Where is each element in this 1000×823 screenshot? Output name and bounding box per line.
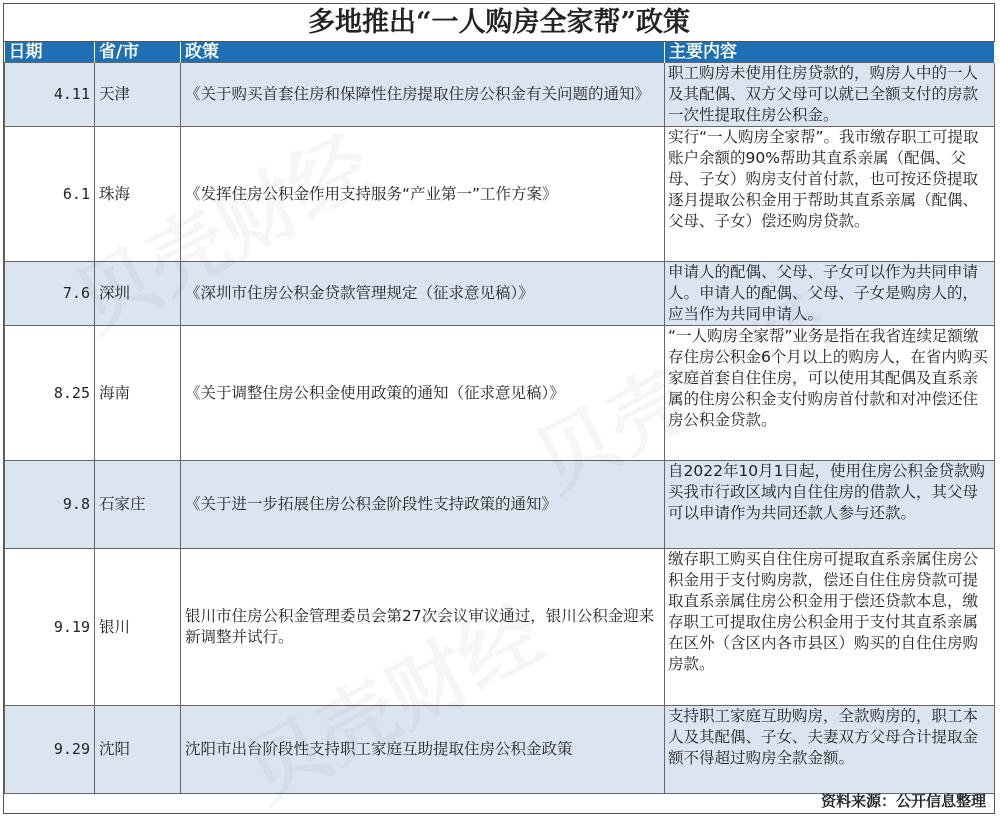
row-content: 实行“一人购房全家帮”。我市缴存职工可提取账户余额的90%帮助其直系亲属（配偶、父母、子女）购房支付首付款，也可按还贷提取逐月提取公积金用于帮助其直系亲属（配偶、父母、子女）偿还购房贷款。: [665, 127, 995, 262]
row-content: 支持职工家庭互助购房，全款购房的，职工本人及其配偶、子女、夫妻双方父母合计提取金额不得超过购房全款金额。: [665, 706, 995, 794]
row-policy: 《深圳市住房公积金贷款管理规定（征求意见稿）》: [181, 262, 665, 326]
source-note: 资料来源：公开信息整理: [820, 792, 986, 810]
table-header-row: [5, 42, 995, 63]
row-city: 石家庄: [95, 461, 181, 549]
header-policy: 政策: [181, 42, 665, 63]
table-row: [5, 262, 995, 326]
policy-table: [4, 42, 995, 794]
table-row: [5, 127, 995, 262]
table-row: [5, 461, 995, 549]
row-policy: 《发挥住房公积金作用支持服务“产业第一”工作方案》: [181, 127, 665, 262]
table-row: [5, 63, 995, 127]
row-content: 自2022年10月1日起，使用住房公积金贷款购买我市行政区域内自住住房的借款人，其父母可以申请作为共同还款人参与还款。: [665, 461, 995, 549]
row-policy: 《关于购买首套住房和保障性住房提取住房公积金有关问题的通知》: [181, 63, 665, 127]
row-content: 缴存职工购买自住住房可提取直系亲属住房公积金用于支付购房款，偿还自住住房贷款可提取直系亲属住房公积金用于偿还贷款本息，缴存职工可提取住房公积金用于支付其直系亲属在区外（含区内各市县区）购买的自住住房购房款。: [665, 549, 995, 706]
row-content: 申请人的配偶、父母、子女可以作为共同申请人。申请人的配偶、父母、子女是购房人的，应当作为共同申请人。: [665, 262, 995, 326]
row-city: 海南: [95, 326, 181, 461]
row-content: “一人购房全家帮”业务是指在我省连续足额缴存住房公积金6个月以上的购房人，在省内购买家庭首套自住住房，可以使用其配偶及直系亲属的住房公积金支付购房首付款和对冲偿还住房公积金贷款。: [665, 326, 995, 461]
header-city: 省/市: [95, 42, 181, 63]
header-content: 主要内容: [665, 42, 995, 63]
policy-table-frame: [3, 3, 995, 814]
table-row: [5, 706, 995, 794]
row-date: 9.19: [5, 549, 95, 706]
page-title: 多地推出“一人购房全家帮”政策: [4, 4, 994, 42]
row-city: 天津: [95, 63, 181, 127]
row-city: 深圳: [95, 262, 181, 326]
row-date: 8.25: [5, 326, 95, 461]
table-row: [5, 549, 995, 706]
row-policy: 银川市住房公积金管理委员会第27次会议审议通过，银川公积金迎来新调整并试行。: [181, 549, 665, 706]
row-content: 职工购房未使用住房贷款的，购房人中的一人及其配偶、双方父母可以就已全额支付的房款一次性提取住房公积金。: [665, 63, 995, 127]
row-city: 银川: [95, 549, 181, 706]
row-date: 4.11: [5, 63, 95, 127]
row-date: 9.8: [5, 461, 95, 549]
row-policy: 《关于调整住房公积金使用政策的通知（征求意见稿）》: [181, 326, 665, 461]
table-row: [5, 326, 995, 461]
row-date: 6.1: [5, 127, 95, 262]
row-policy: 沈阳市出台阶段性支持职工家庭互助提取住房公积金政策: [181, 706, 665, 794]
row-date: 9.29: [5, 706, 95, 794]
row-policy: 《关于进一步拓展住房公积金阶段性支持政策的通知》: [181, 461, 665, 549]
row-date: 7.6: [5, 262, 95, 326]
header-date: 日期: [5, 42, 95, 63]
row-city: 沈阳: [95, 706, 181, 794]
row-city: 珠海: [95, 127, 181, 262]
